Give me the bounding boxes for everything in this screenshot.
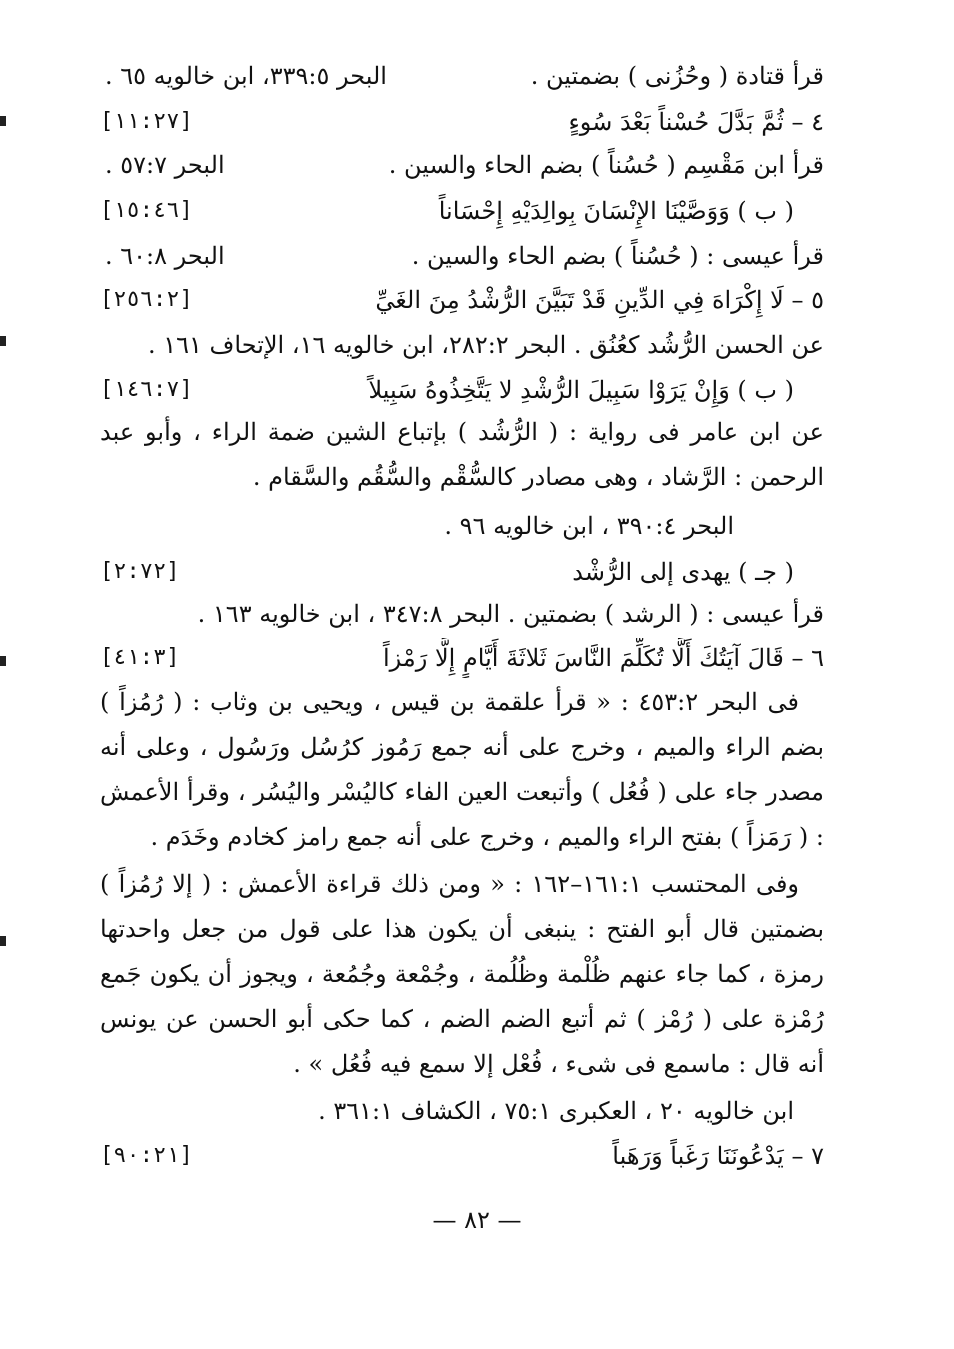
scan-margin-mark — [0, 336, 6, 346]
line-text: قرأ ابن مَقْسِم ( حُسُناً ) بضم الحاء والسين . — [388, 151, 824, 179]
verse-line — [100, 102, 824, 142]
line-text: قرأ عيسى : ( الرشد ) بضمتين . البحر ٣٤٧:٨ ، ابن خالويه ١٦٣ . — [197, 600, 824, 628]
verse-text: ٥ – لَا إِكْرَاهَ فِي الدِّينِ قَدْ تَبَيَّنَ الرُّشْدُ مِنَ الغَيِّ — [375, 286, 824, 314]
scan-margin-mark — [0, 936, 6, 946]
verse-line — [100, 552, 824, 592]
commentary-paragraph: وفى المحتسب ١٦١:١–١٦٢ : « ومن ذلك قراءة الأعمش : ( إلا رُمُزاً ) بضمتين قال أبو الفتح : ينبغى أن يكون هذا على قول من جعل واحدتها رمزة ، كما جاء عنهم ظُلْمة وظُلُمة ، وجُمْعة وجُمُعة ، ويجوز أن يكون جَمع رُمْزة على ( رُمْز ) ثم أتبع الضم الضم ، كما حكى أبو الحسن عن يونس أنه قال : ماسمع فى شىء ، فُعْل إلا سمع فيه فُعُل » . — [100, 870, 824, 1078]
line-source: البحر ٦٠:٨ . — [105, 242, 225, 270]
line-text: قرأ عيسى : ( حُسُناً ) بضم الحاء والسين . — [411, 242, 824, 270]
verse-line — [100, 1136, 824, 1176]
line-source: ابن خالويه ٢٠ ، العكبرى ٧٥:١ ، الكشاف ٣٦١:١ . — [318, 1097, 794, 1125]
scan-margin-mark — [0, 116, 6, 126]
verse-text: ٧ – يَدْعُونَنَا رَغَباً وَرَهَباً — [612, 1142, 824, 1170]
line-source: البحر ٣٩٠:٤ ، ابن خالويه ٩٦ . — [444, 512, 734, 540]
commentary-paragraph: عن ابن عامر فى رواية : ( الرُّشُد ) بإتباع الشين ضمة الراء ، وأبو عبد الرحمن : الرَّشاد ، وهى مصادر كالسُّقْم والسُّقُم والسَّقام . — [100, 418, 824, 491]
text-line — [100, 594, 824, 634]
text-line — [100, 506, 824, 546]
verse-text: ( ب ) وَإِنْ يَرَوْا سَبِيلَ الرُّشْدِ لا يَتَّخِذُوهُ سَبِيلاً — [368, 376, 794, 404]
line-source: البحر ٣٣٩:٥، ابن خالويه ٦٥ . — [105, 62, 387, 90]
verse-reference: [١٤٦:٧] — [100, 377, 193, 402]
verse-line — [100, 638, 824, 678]
verse-reference: [٢٥٦:٢] — [100, 287, 193, 312]
verse-reference: [٤١:٣] — [100, 645, 180, 670]
verse-text: ( جـ ) يهدى إلى الرُّشْد — [572, 558, 794, 586]
scan-margin-mark — [0, 656, 6, 666]
commentary-paragraph: فى البحر ٤٥٣:٢ : « قرأ علقمة بن قيس ، ويحيى بن وثاب : ( رُمُزاً ) بضم الراء والميم ، وخرج على أنه جمع رَمُوز كرُسُل ورَسُول ، وعلى أنه مصدر جاء على ( فُعُل ) وأتبعت العين الفاء كاليُسْر واليُسُر ، وقرأ الأعمش : ( رَمَزاً ) بفتح الراء والميم ، وخرج على أنه جمع رامز كخادم وخَدَم . — [100, 688, 824, 851]
line-text: عن الحسن الرُّشُد كعُنُق . البحر ٢٨٢:٢، ابن خالويه ١٦، الإتحاف ١٦١ . — [147, 331, 824, 359]
verse-text: ( ب ) وَوَصَّيْنَا الإِنْسَانَ بِوالِدَيْهِ إِحْسَاناً — [438, 197, 794, 225]
text-line — [100, 236, 824, 276]
verse-reference: [١٥:٤٦] — [100, 198, 193, 223]
line-text: قرأ قتادة ( وحُزُنى ) بضمتين . — [530, 62, 824, 90]
verse-text: ٤ – ثُمَّ بَدَّلَ حُسْناً بَعْدَ سُوءٍ — [568, 108, 824, 136]
line-source: البحر ٥٧:٧ . — [105, 151, 225, 179]
verse-line — [100, 370, 824, 410]
page-number: — ٨٢ — — [432, 1206, 522, 1234]
verse-reference: [١١:٢٧] — [100, 109, 193, 134]
verse-reference: [٢:٧٢] — [100, 559, 180, 584]
text-line — [100, 325, 824, 365]
verse-text: ٦ – قَالَ آيَتُكَ أَلَّا تُكَلِّمَ النَّاسَ ثَلاثَةَ أَيَّامٍ إِلَّا رَمْزاً — [382, 644, 824, 672]
verse-line — [100, 280, 824, 320]
text-line — [100, 1091, 824, 1131]
verse-reference: [٩٠:٢١] — [100, 1143, 193, 1168]
text-line — [100, 145, 824, 185]
text-line — [100, 56, 824, 96]
verse-line — [100, 191, 824, 231]
